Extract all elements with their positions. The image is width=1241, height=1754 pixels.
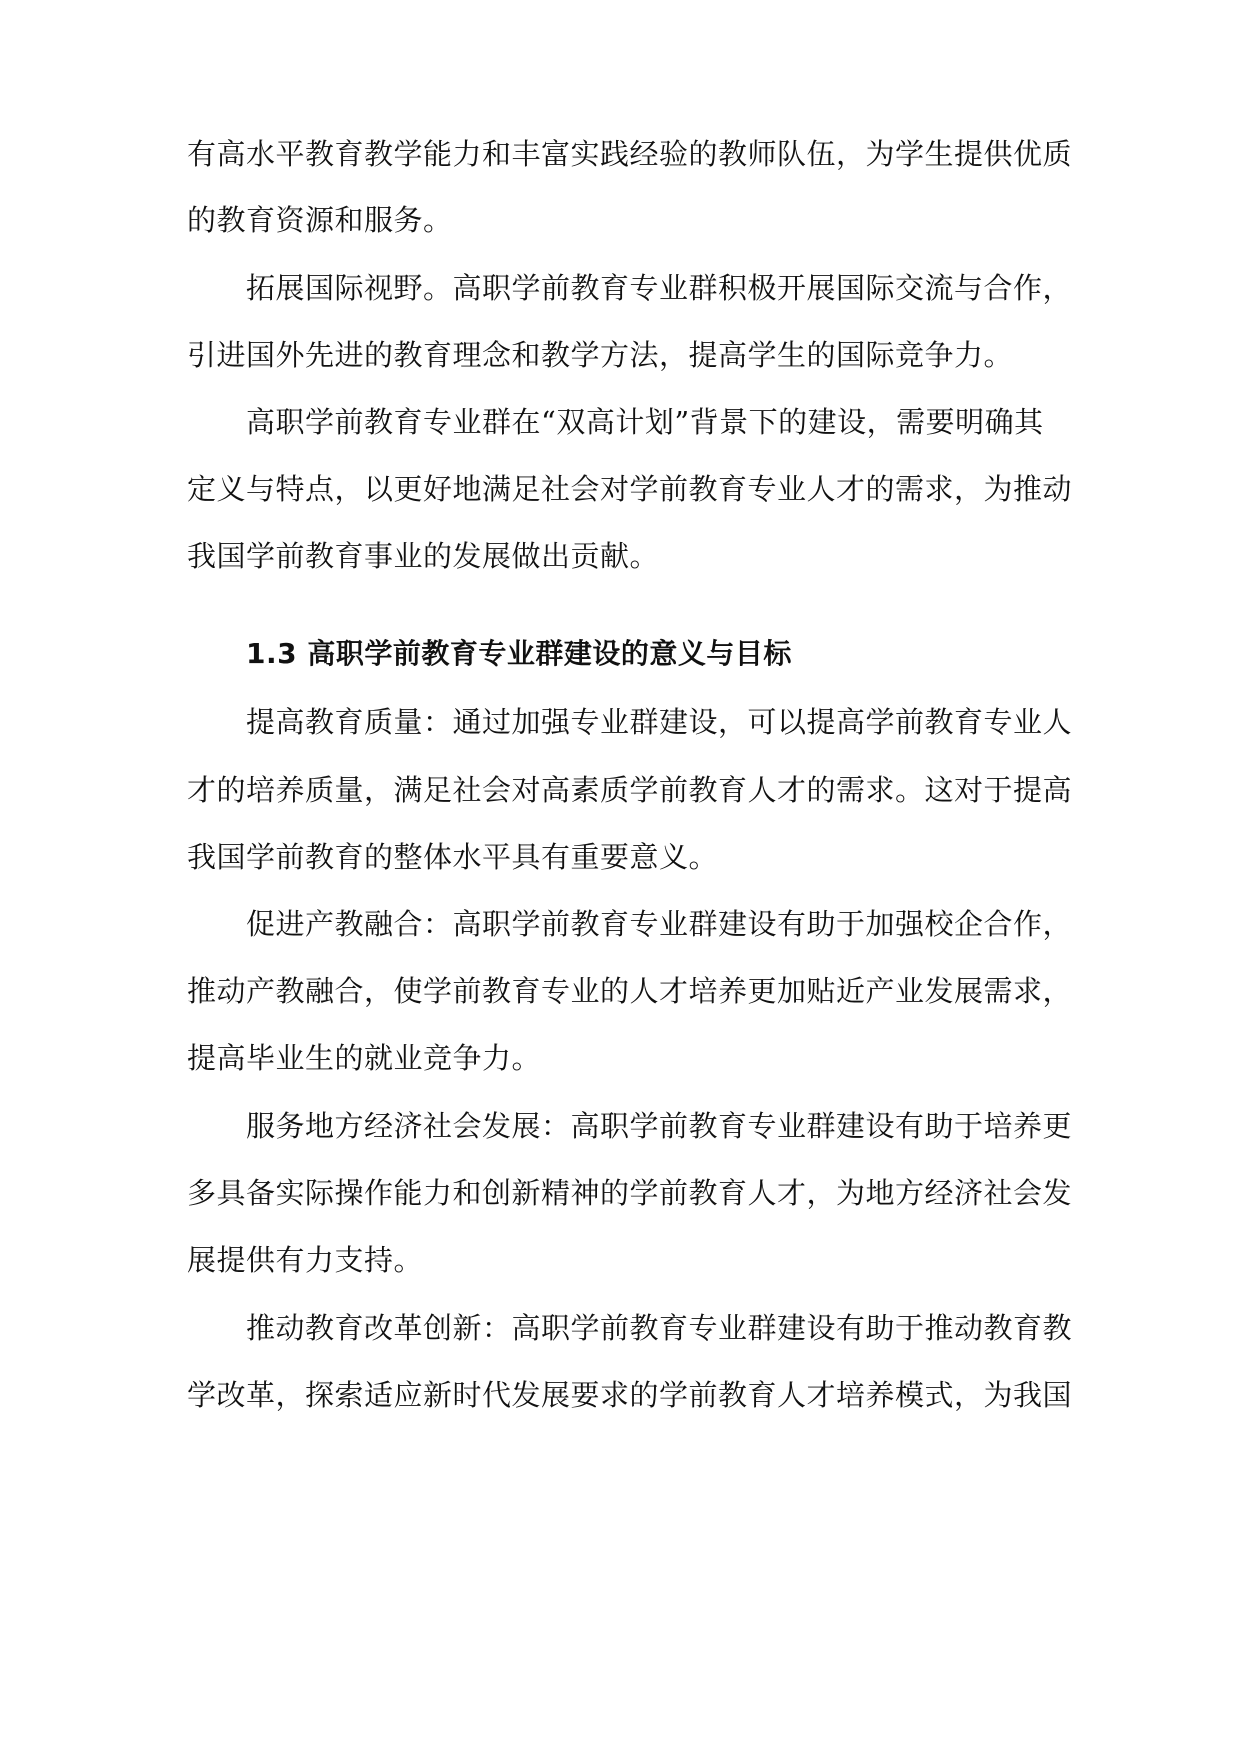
paragraph-line: 提高毕业生的就业竞争力。 [187, 1041, 542, 1075]
paragraph-line: 才的培养质量，满足社会对高素质学前教育人才的需求。这对于提高 [187, 773, 1073, 807]
paragraph-line: 学改革，探索适应新时代发展要求的学前教育人才培养模式，为我国 [187, 1378, 1073, 1412]
paragraph-line: 有高水平教育教学能力和丰富实践经验的教师队伍，为学生提供优质 [187, 137, 1073, 171]
paragraph-line: 我国学前教育事业的发展做出贡献。 [187, 539, 660, 573]
paragraph-line: 的教育资源和服务。 [187, 203, 453, 237]
paragraph-line: 促进产教融合：高职学前教育专业群建设有助于加强校企合作， [246, 907, 1073, 941]
paragraph-line: 我国学前教育的整体水平具有重要意义。 [187, 840, 719, 874]
paragraph-line: 推动产教融合，使学前教育专业的人才培养更加贴近产业发展需求， [187, 974, 1073, 1008]
paragraph-line: 定义与特点，以更好地满足社会对学前教育专业人才的需求，为推动 [187, 472, 1073, 506]
paragraph-line: 展提供有力支持。 [187, 1243, 424, 1277]
section-heading: 1.3 高职学前教育专业群建设的意义与目标 [246, 637, 792, 670]
paragraph-line: 多具备实际操作能力和创新精神的学前教育人才，为地方经济社会发 [187, 1176, 1073, 1210]
paragraph-line: 服务地方经济社会发展：高职学前教育专业群建设有助于培养更 [246, 1109, 1073, 1143]
paragraph-line: 引进国外先进的教育理念和教学方法，提高学生的国际竞争力。 [187, 338, 1014, 372]
paragraph-line: 推动教育改革创新：高职学前教育专业群建设有助于推动教育教 [246, 1311, 1073, 1345]
paragraph-line: 拓展国际视野。高职学前教育专业群积极开展国际交流与合作， [246, 271, 1073, 305]
paragraph-line: 高职学前教育专业群在“双高计划”背景下的建设，需要明确其 [246, 405, 1044, 439]
paragraph-line: 提高教育质量：通过加强专业群建设，可以提高学前教育专业人 [246, 705, 1073, 739]
